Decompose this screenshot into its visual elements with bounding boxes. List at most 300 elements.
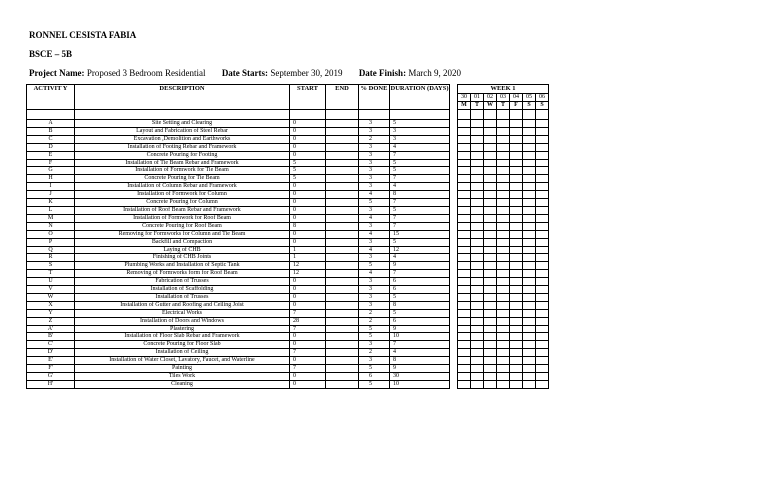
end-cell — [326, 333, 359, 341]
gantt-day-cell — [497, 365, 510, 373]
duration-cell: 4 — [390, 349, 450, 357]
description-cell: Installation of Column Rebar and Framework — [75, 183, 290, 191]
gantt-day-cell — [510, 317, 523, 325]
gantt-day-cell — [497, 222, 510, 230]
gantt-day-cell — [471, 167, 484, 175]
table-row — [27, 278, 549, 286]
duration-cell: 9 — [390, 365, 450, 373]
activity-id-cell: F' — [27, 365, 75, 373]
gantt-day-cell — [471, 278, 484, 286]
activity-id-cell: D' — [27, 349, 75, 357]
duration-cell: 10 — [390, 380, 450, 388]
activity-id-cell: O — [27, 230, 75, 238]
gantt-day-cell — [458, 317, 471, 325]
percent-done-cell: 5 — [359, 325, 390, 333]
duration-cell: 12 — [390, 246, 450, 254]
start-cell: 5 — [290, 167, 326, 175]
description-cell: Installation of Floor Slab Rebar and Framework — [75, 333, 290, 341]
date-start-label: Date Starts: — [221, 68, 269, 78]
gantt-day-cell — [471, 333, 484, 341]
percent-done-cell: 2 — [359, 349, 390, 357]
gantt-day-cell — [497, 325, 510, 333]
gantt-day-cell — [536, 293, 549, 301]
gantt-day-cell — [471, 246, 484, 254]
description-cell: Installation of Formwork for Tie Beam — [75, 167, 290, 175]
gantt-day-cell — [458, 301, 471, 309]
gantt-day-cell — [523, 341, 536, 349]
gap-cell — [450, 373, 458, 381]
gantt-day-cell — [523, 206, 536, 214]
duration-cell: 4 — [390, 254, 450, 262]
gantt-day-cell — [510, 262, 523, 270]
gantt-day-cell — [458, 167, 471, 175]
gantt-day-cell — [536, 286, 549, 294]
gantt-day-cell — [497, 309, 510, 317]
end-cell — [326, 120, 359, 128]
percent-done-cell: 2 — [359, 317, 390, 325]
gantt-day-cell — [458, 333, 471, 341]
gantt-day-cell — [484, 206, 497, 214]
percent-done-cell: 3 — [359, 301, 390, 309]
percent-done-cell: 5 — [359, 365, 390, 373]
gap-cell — [450, 301, 458, 309]
gantt-day-cell — [510, 230, 523, 238]
end-cell — [326, 341, 359, 349]
gantt-day-cell — [497, 167, 510, 175]
end-cell — [326, 278, 359, 286]
gantt-day-cell — [497, 199, 510, 207]
gantt-day-cell — [484, 135, 497, 143]
percent-done-cell: 6 — [359, 373, 390, 381]
duration-cell: 9 — [390, 262, 450, 270]
start-cell: 12 — [290, 262, 326, 270]
table-row — [27, 333, 549, 341]
duration-cell: 9 — [390, 325, 450, 333]
description-cell: Concrete Pouring for Floor Slab — [75, 341, 290, 349]
col-header-end: END — [326, 85, 359, 110]
gap-cell — [450, 151, 458, 159]
gantt-day-cell — [471, 373, 484, 381]
gantt-day-cell — [471, 357, 484, 365]
activity-id-cell: D — [27, 143, 75, 151]
percent-done-cell: 3 — [359, 127, 390, 135]
description-cell: Installation of Ceiling — [75, 349, 290, 357]
gantt-day-cell — [471, 151, 484, 159]
gantt-day-cell — [484, 127, 497, 135]
gantt-day-cell — [484, 175, 497, 183]
gap-cell — [450, 246, 458, 254]
table-row — [27, 151, 549, 159]
gantt-day-cell — [458, 262, 471, 270]
gantt-day-cell — [471, 127, 484, 135]
day-number: 04 — [510, 94, 523, 102]
gantt-day-cell — [484, 246, 497, 254]
gantt-day-cell — [523, 120, 536, 128]
gantt-day-cell — [497, 373, 510, 381]
gantt-day-cell — [458, 349, 471, 357]
gap-cell — [450, 349, 458, 357]
spacer-cell — [536, 110, 549, 120]
table-row — [27, 357, 549, 365]
gantt-day-cell — [458, 191, 471, 199]
gantt-day-cell — [523, 333, 536, 341]
weekday-letter: W — [484, 102, 497, 110]
end-cell — [326, 357, 359, 365]
duration-cell: 8 — [390, 301, 450, 309]
gantt-day-cell — [484, 349, 497, 357]
col-header-done: % DONE — [359, 85, 390, 110]
gantt-day-cell — [484, 262, 497, 270]
description-cell: Installation of Water Closet, Lavatory, Faucet, and Waterline — [75, 357, 290, 365]
gap-cell — [450, 293, 458, 301]
gantt-day-cell — [458, 120, 471, 128]
gantt-day-cell — [497, 349, 510, 357]
activity-id-cell: V — [27, 286, 75, 294]
gantt-day-cell — [458, 159, 471, 167]
gantt-day-cell — [484, 159, 497, 167]
gantt-day-cell — [536, 222, 549, 230]
gantt-day-cell — [510, 341, 523, 349]
end-cell — [326, 230, 359, 238]
duration-cell: 5 — [390, 206, 450, 214]
start-cell: 8 — [290, 222, 326, 230]
table-row — [27, 143, 549, 151]
gantt-day-cell — [523, 262, 536, 270]
gantt-day-cell — [536, 270, 549, 278]
gantt-day-cell — [497, 206, 510, 214]
gantt-day-cell — [484, 357, 497, 365]
end-cell — [326, 238, 359, 246]
spacer-cell — [523, 110, 536, 120]
description-cell: Installation of Scaffolding — [75, 286, 290, 294]
gap-cell — [450, 278, 458, 286]
gap-cell — [450, 309, 458, 317]
table-row — [27, 309, 549, 317]
end-cell — [326, 135, 359, 143]
activity-id-cell: F — [27, 159, 75, 167]
day-number: 03 — [497, 94, 510, 102]
spacer-cell — [390, 110, 450, 120]
description-cell: Installation of Tie Beam Rebar and Framework — [75, 159, 290, 167]
gantt-day-cell — [497, 135, 510, 143]
percent-done-cell: 4 — [359, 246, 390, 254]
gantt-day-cell — [536, 135, 549, 143]
gap-cell — [450, 341, 458, 349]
gap-cell — [450, 167, 458, 175]
activity-id-cell: T — [27, 270, 75, 278]
weekday-letter: T — [471, 102, 484, 110]
gantt-day-cell — [523, 143, 536, 151]
spacer-cell — [359, 110, 390, 120]
weekday-letter: S — [536, 102, 549, 110]
percent-done-cell: 3 — [359, 254, 390, 262]
col-header-duration: DURATION (DAYS) — [390, 85, 450, 110]
gantt-day-cell — [536, 127, 549, 135]
start-cell: 0 — [290, 143, 326, 151]
start-cell: 0 — [290, 238, 326, 246]
gantt-day-cell — [523, 199, 536, 207]
gantt-day-cell — [536, 151, 549, 159]
description-cell: Concrete Pouring for Footing — [75, 151, 290, 159]
gantt-day-cell — [458, 230, 471, 238]
gantt-day-cell — [458, 254, 471, 262]
description-cell: Installation of Formwork for Roof Beam — [75, 214, 290, 222]
activity-id-cell: A' — [27, 325, 75, 333]
table-row — [27, 301, 549, 309]
table-row — [27, 365, 549, 373]
gantt-day-cell — [523, 293, 536, 301]
activity-id-cell: C — [27, 135, 75, 143]
gantt-day-cell — [510, 159, 523, 167]
description-cell: Removing for Formworks for Column and Tie Beam — [75, 230, 290, 238]
gantt-day-cell — [510, 373, 523, 381]
gantt-day-cell — [497, 293, 510, 301]
project-name-value: Proposed 3 Bedroom Residential — [86, 68, 206, 78]
spacer-cell — [510, 110, 523, 120]
activity-id-cell: E — [27, 151, 75, 159]
gap-cell — [450, 254, 458, 262]
activity-id-cell: J — [27, 191, 75, 199]
gantt-day-cell — [484, 301, 497, 309]
gantt-day-cell — [471, 325, 484, 333]
gantt-day-cell — [458, 357, 471, 365]
end-cell — [326, 175, 359, 183]
description-cell: Installation of Doors and Windows — [75, 317, 290, 325]
gantt-day-cell — [458, 222, 471, 230]
gantt-day-cell — [510, 143, 523, 151]
description-cell: Excavation ,Demolition and Earthworks — [75, 135, 290, 143]
gantt-day-cell — [510, 301, 523, 309]
table-row — [27, 341, 549, 349]
gantt-day-cell — [523, 373, 536, 381]
duration-cell: 7 — [390, 270, 450, 278]
description-cell: Layout and Fabrication of Steel Rebar — [75, 127, 290, 135]
spacer-cell — [471, 110, 484, 120]
gantt-day-cell — [471, 254, 484, 262]
gantt-day-cell — [510, 167, 523, 175]
activity-id-cell: N — [27, 222, 75, 230]
gantt-day-cell — [523, 167, 536, 175]
activity-id-cell: Y — [27, 309, 75, 317]
description-cell: Fabrication of Trusses — [75, 278, 290, 286]
end-cell — [326, 325, 359, 333]
gantt-day-cell — [523, 309, 536, 317]
table-row — [27, 262, 549, 270]
end-cell — [326, 127, 359, 135]
table-row — [27, 183, 549, 191]
start-cell: 1 — [290, 254, 326, 262]
gantt-day-cell — [471, 191, 484, 199]
description-cell: Installation of Footing Rebar and Framework — [75, 143, 290, 151]
gantt-day-cell — [484, 254, 497, 262]
start-cell: 0 — [290, 230, 326, 238]
gap-cell — [450, 325, 458, 333]
gantt-day-cell — [497, 262, 510, 270]
description-cell: Backfill and Compaction — [75, 238, 290, 246]
table-row — [27, 325, 549, 333]
gantt-day-cell — [536, 143, 549, 151]
gantt-day-cell — [497, 159, 510, 167]
gap-cell — [450, 183, 458, 191]
gantt-day-cell — [536, 333, 549, 341]
percent-done-cell: 4 — [359, 191, 390, 199]
end-cell — [326, 293, 359, 301]
gantt-day-cell — [471, 349, 484, 357]
gantt-day-cell — [536, 183, 549, 191]
gantt-day-cell — [458, 175, 471, 183]
percent-done-cell: 3 — [359, 278, 390, 286]
gantt-day-cell — [523, 349, 536, 357]
gantt-day-cell — [497, 230, 510, 238]
gantt-day-cell — [523, 127, 536, 135]
duration-cell: 15 — [390, 230, 450, 238]
description-cell: Laying of CHB — [75, 246, 290, 254]
gantt-day-cell — [536, 191, 549, 199]
percent-done-cell: 5 — [359, 199, 390, 207]
gantt-day-cell — [471, 143, 484, 151]
gantt-day-cell — [510, 206, 523, 214]
description-cell: Site Setting and Clearing — [75, 120, 290, 128]
description-cell: Painting — [75, 365, 290, 373]
gantt-day-cell — [523, 230, 536, 238]
gantt-day-cell — [458, 135, 471, 143]
table-row — [27, 199, 549, 207]
gantt-day-cell — [536, 349, 549, 357]
activity-id-cell: E' — [27, 357, 75, 365]
end-cell — [326, 246, 359, 254]
gantt-day-cell — [536, 278, 549, 286]
gantt-day-cell — [471, 270, 484, 278]
gantt-day-cell — [484, 214, 497, 222]
gantt-day-cell — [536, 341, 549, 349]
gantt-day-cell — [484, 309, 497, 317]
description-cell: Concrete Pouring for Roof Beam — [75, 222, 290, 230]
start-cell: 0 — [290, 373, 326, 381]
gantt-day-cell — [497, 151, 510, 159]
gantt-day-cell — [497, 286, 510, 294]
gantt-day-cell — [510, 183, 523, 191]
end-cell — [326, 199, 359, 207]
end-cell — [326, 373, 359, 381]
gantt-day-cell — [458, 183, 471, 191]
duration-cell: 5 — [390, 159, 450, 167]
gantt-day-cell — [458, 365, 471, 373]
day-number: 02 — [484, 94, 497, 102]
gantt-day-cell — [536, 373, 549, 381]
activity-id-cell: G — [27, 167, 75, 175]
duration-cell: 5 — [390, 309, 450, 317]
gantt-day-cell — [510, 333, 523, 341]
gantt-day-cell — [484, 325, 497, 333]
gantt-day-cell — [536, 238, 549, 246]
gantt-day-cell — [497, 278, 510, 286]
day-number: 06 — [536, 94, 549, 102]
description-cell: Plumbing Works and Installation of Septic Tank — [75, 262, 290, 270]
gantt-day-cell — [536, 309, 549, 317]
duration-cell: 5 — [390, 238, 450, 246]
gantt-day-cell — [471, 380, 484, 388]
percent-done-cell: 3 — [359, 167, 390, 175]
gantt-day-cell — [510, 238, 523, 246]
gap-cell — [450, 199, 458, 207]
gantt-day-cell — [458, 246, 471, 254]
gantt-day-cell — [523, 254, 536, 262]
gantt-day-cell — [471, 183, 484, 191]
start-cell: 7 — [290, 365, 326, 373]
gantt-day-cell — [536, 380, 549, 388]
percent-done-cell: 2 — [359, 309, 390, 317]
end-cell — [326, 301, 359, 309]
gantt-day-cell — [458, 309, 471, 317]
duration-cell: 6 — [390, 317, 450, 325]
col-header-activity: ACTIVIT Y — [27, 85, 75, 110]
gantt-day-cell — [536, 120, 549, 128]
table-row — [27, 246, 549, 254]
percent-done-cell: 3 — [359, 159, 390, 167]
gantt-day-cell — [471, 199, 484, 207]
project-name-label: Project Name: — [29, 68, 85, 78]
percent-done-cell: 3 — [359, 143, 390, 151]
gantt-day-cell — [471, 301, 484, 309]
date-finish-label: Date Finish: — [358, 68, 407, 78]
gantt-day-cell — [458, 293, 471, 301]
gantt-day-cell — [484, 183, 497, 191]
gantt-day-cell — [510, 135, 523, 143]
gantt-day-cell — [458, 286, 471, 294]
gantt-day-cell — [523, 214, 536, 222]
gantt-day-cell — [536, 325, 549, 333]
table-row — [27, 191, 549, 199]
gantt-day-cell — [484, 199, 497, 207]
gantt-day-cell — [536, 317, 549, 325]
gantt-day-cell — [523, 246, 536, 254]
spacer-cell — [27, 110, 75, 120]
spacer-cell — [497, 110, 510, 120]
start-cell: 5 — [290, 159, 326, 167]
duration-cell: 3 — [390, 127, 450, 135]
table-row — [27, 127, 549, 135]
gantt-day-cell — [458, 373, 471, 381]
date-finish-value: March 9, 2020 — [408, 68, 462, 78]
gantt-day-cell — [523, 238, 536, 246]
end-cell — [326, 143, 359, 151]
schedule-table — [26, 84, 549, 389]
gantt-day-cell — [523, 380, 536, 388]
duration-cell: 6 — [390, 278, 450, 286]
table-row — [27, 167, 549, 175]
percent-done-cell: 4 — [359, 230, 390, 238]
gantt-day-cell — [510, 120, 523, 128]
gantt-day-cell — [497, 183, 510, 191]
gantt-day-cell — [458, 143, 471, 151]
col-header-description: DESCRIPTION — [75, 85, 290, 110]
start-cell: 0 — [290, 135, 326, 143]
gantt-day-cell — [523, 278, 536, 286]
gantt-day-cell — [510, 325, 523, 333]
start-cell: 0 — [290, 183, 326, 191]
gantt-day-cell — [523, 151, 536, 159]
percent-done-cell: 2 — [359, 135, 390, 143]
gap-cell — [450, 214, 458, 222]
gantt-day-cell — [458, 270, 471, 278]
end-cell — [326, 317, 359, 325]
gap-cell — [450, 238, 458, 246]
gantt-day-cell — [497, 191, 510, 199]
date-start — [222, 68, 343, 78]
start-cell: 28 — [290, 317, 326, 325]
gantt-day-cell — [536, 301, 549, 309]
gap-cell — [450, 333, 458, 341]
